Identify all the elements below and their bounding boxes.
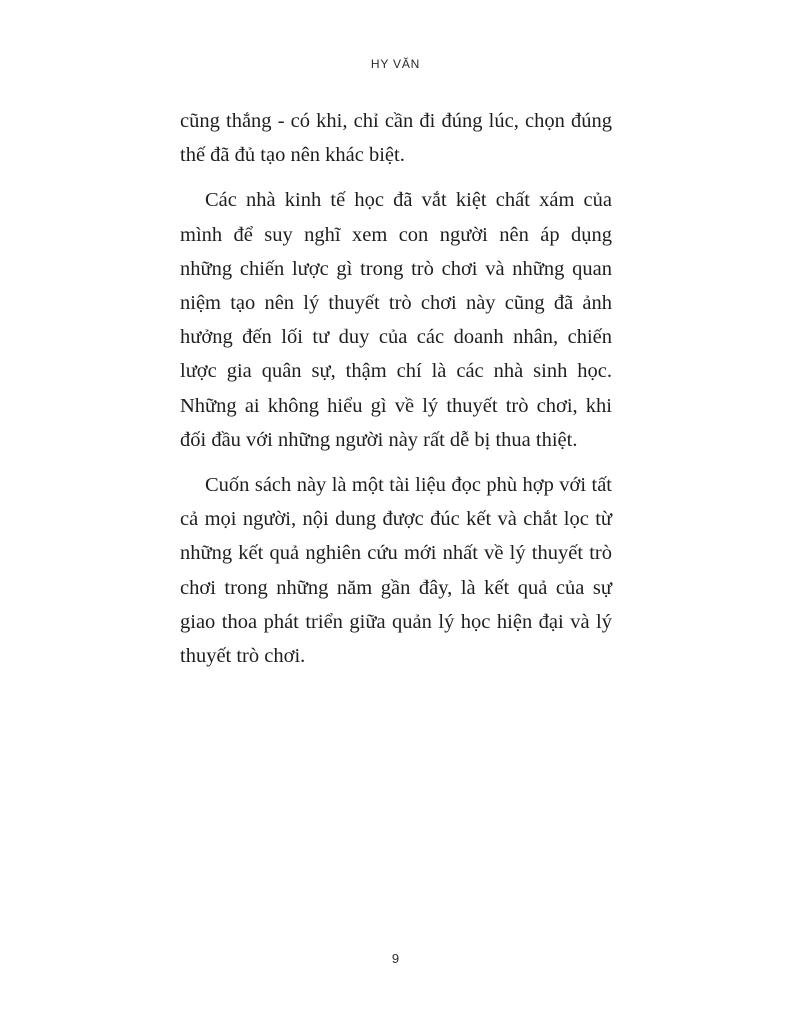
page-number: 9: [391, 951, 400, 966]
paragraph: Các nhà kinh tế học đã vắt kiệt chất xám của mình để suy nghĩ xem con người nên áp dụng những chiến lược gì trong trò chơi và những quan niệm tạo nên lý thuyết trò chơi này cũng đã ảnh hưởng đến lối tư duy của các doanh nhân, chiến lược gia quân sự, thậm chí là các nhà sinh học. Những ai không hiểu gì về lý thuyết trò chơi, khi đối đầu với những người này rất dễ bị thua thiệt.: [180, 189, 612, 451]
paragraph: Cuốn sách này là một tài liệu đọc phù hợp với tất cả mọi người, nội dung được đúc kết và chắt lọc từ những kết quả nghiên cứu mới nhất về lý thuyết trò chơi trong những năm gần đây, là kết quả của sự giao thoa phát triển giữa quản lý học hiện đại và lý thuyết trò chơi.: [180, 474, 612, 668]
paragraph-continued: cũng thắng - có khi, chỉ cần đi đúng lúc, chọn đúng thế đã đủ tạo nên khác biệt.: [180, 110, 612, 167]
running-header: HY VĂN: [370, 57, 421, 71]
body-text: [180, 104, 612, 684]
